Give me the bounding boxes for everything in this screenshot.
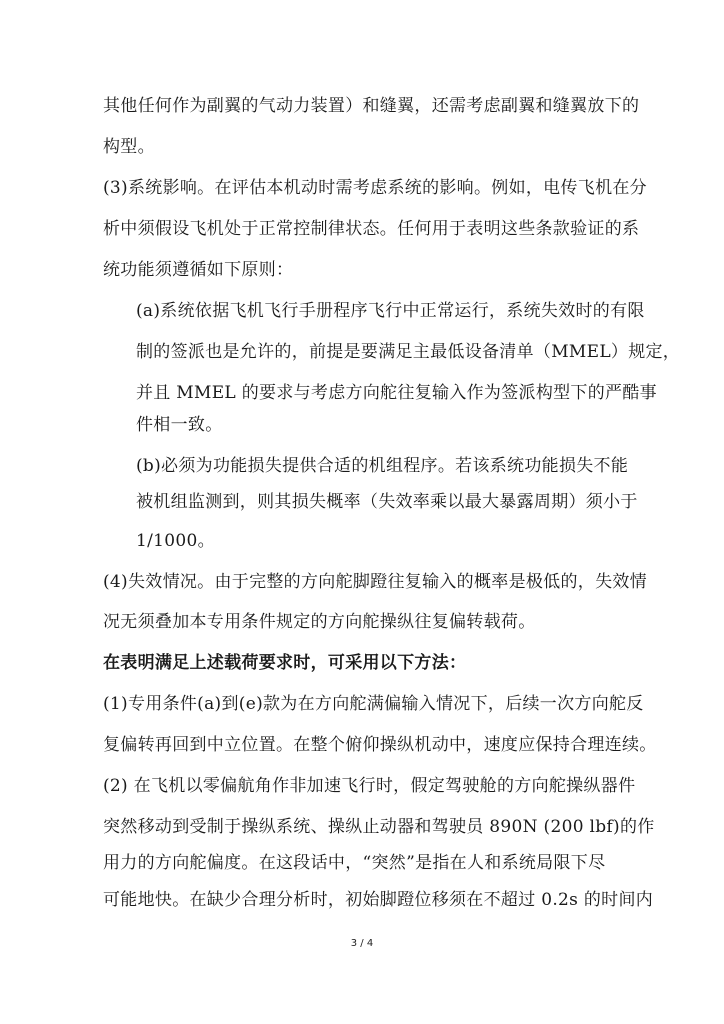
text-line-7: 制的签派也是允许的，前提是要满足主最低设备清单（MMEL）规定，	[136, 342, 681, 362]
text-line-12: 1/1000。	[136, 531, 215, 551]
text-line-1: 其他任何作为副翼的气动力装置）和缝翼，还需考虑副翼和缝翼放下的	[103, 96, 640, 116]
text-line-20: 用力的方向舵偏度。在这段话中，“突然”是指在人和系统局限下尽	[103, 853, 606, 873]
text-line-13: (4)失效情况。由于完整的方向舵脚蹬往复输入的概率是极低的，失效情	[103, 572, 647, 592]
text-line-2: 构型。	[103, 137, 155, 157]
text-line-9: 件相一致。	[136, 415, 223, 435]
text-line-11: 被机组监测到，则其损失概率（失效率乘以最大暴露周期）须小于	[136, 492, 638, 512]
text-line-14: 况无须叠加本专用条件规定的方向舵操纵往复偏转载荷。	[103, 612, 536, 632]
text-line-21: 可能地快。在缺少合理分析时，初始脚蹬位移须在不超过 0.2s 的时间内	[103, 890, 654, 910]
text-line-10: (b)必须为功能损失提供合适的机组程序。若该系统功能损失不能	[136, 456, 629, 476]
text-line-18: (2) 在飞机以零偏航角作非加速飞行时，假定驾驶舱的方向舵操纵器件	[103, 776, 636, 796]
text-line-19: 突然移动到受制于操纵系统、操纵止动器和驾驶员 890N (200 lbf)的作	[103, 817, 655, 837]
text-line-8: 并且 MMEL 的要求与考虑方向舵往复输入作为签派构型下的严酷事	[136, 383, 657, 403]
section-heading: 在表明满足上述载荷要求时，可采用以下方法：	[103, 653, 467, 673]
page-number: 3 / 4	[350, 938, 374, 949]
text-line-5: 统功能须遵循如下原则：	[103, 260, 294, 280]
text-line-17: 复偏转再回到中立位置。在整个俯仰操纵机动中，速度应保持合理连续。	[103, 735, 657, 755]
text-line-16: (1)专用条件(a)到(e)款为在方向舵满偏输入情况下，后续一次方向舵反	[103, 694, 644, 714]
text-line-3: (3)系统影响。在评估本机动时需考虑系统的影响。例如，电传飞机在分	[103, 178, 647, 198]
text-line-6: (a)系统依据飞机飞行手册程序飞行中正常运行，系统失效时的有限	[136, 301, 645, 321]
text-line-4: 析中须假设飞机处于正常控制律状态。任何用于表明这些条款验证的系	[103, 219, 640, 239]
